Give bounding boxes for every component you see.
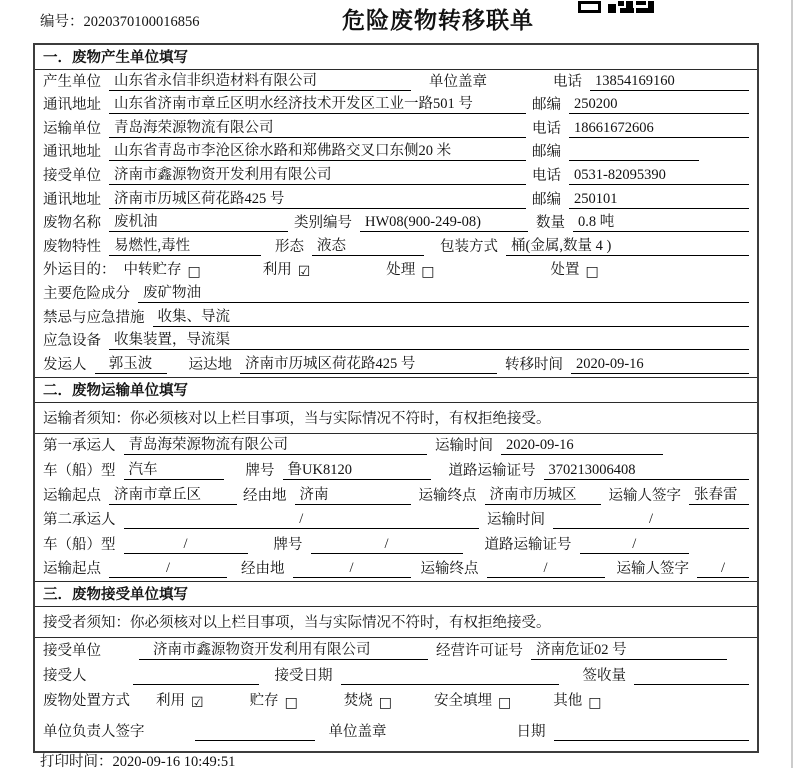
- receiver-unit-value: 济南市鑫源物资开发利用有限公司: [109, 163, 526, 185]
- transporter-notice: 运输者须知：你必须核对以上栏目事项，当与实际情况不符时，有权拒绝接受。: [35, 403, 757, 434]
- company-seal-note: 单位盖章: [429, 73, 487, 90]
- consignor-value: 郭玉波: [95, 352, 167, 374]
- form-row-transporter-address: [35, 141, 757, 165]
- waste-name-value: 废机油: [109, 210, 288, 232]
- form-table: [33, 43, 759, 753]
- vehicle-type-value: 汽车: [124, 458, 224, 480]
- responsible-signature-value: [195, 740, 315, 741]
- disposal-incinerate-checkbox-icon: □: [378, 695, 393, 712]
- date-label: 日期: [516, 724, 546, 741]
- physical-form-label: 形态: [275, 238, 304, 255]
- utilize-checkbox-icon: ☑: [297, 264, 311, 281]
- category-code-label: 类别编号: [294, 215, 352, 232]
- emergency-measures-value: 收集、导流: [153, 305, 750, 327]
- utilize-option: 利用: [262, 262, 292, 279]
- receiver-person-value: [133, 684, 259, 685]
- form-row-producer-unit: [35, 70, 757, 94]
- packing-method-label: 包装方式: [440, 238, 498, 255]
- form-row-waste-characteristics: [35, 235, 757, 259]
- quantity-label: 数量: [536, 215, 565, 232]
- form-row-first-carrier: [35, 434, 757, 459]
- disposal-utilize-option: 利用: [156, 693, 185, 710]
- serial-number-value: 2020370100016856: [83, 14, 200, 30]
- waste-name-label: 废物名称: [43, 215, 101, 232]
- receiver-postcode-label: 邮编: [532, 191, 561, 208]
- form-row-second-carrier: [35, 508, 757, 533]
- producer-address-label: 通讯地址: [43, 97, 101, 114]
- transport-terminal-value: 济南市历城区: [485, 483, 601, 505]
- disposal-method-label: 废物处置方式: [43, 693, 130, 710]
- treat-option: 处理: [386, 262, 416, 279]
- destination-label: 运达地: [188, 356, 232, 373]
- plate-number-value: 鲁UK8120: [283, 458, 431, 480]
- form-row-transfer-purpose: [35, 259, 757, 283]
- transport-terminal-label: 运输终点: [418, 487, 477, 504]
- form-row-receiver-unit: [35, 164, 757, 188]
- producer-postcode-value: 250200: [569, 96, 749, 114]
- receiving-unit-value: 济南市鑫源物资开发利用有限公司: [139, 638, 428, 660]
- producer-postcode-label: 邮编: [532, 97, 561, 114]
- receiver-phone-label: 电话: [532, 167, 561, 184]
- transporter-unit-label: 运输单位: [43, 120, 101, 137]
- disposal-utilize-checkbox-icon: ☑: [191, 695, 204, 712]
- form-row-second-route: [35, 557, 757, 582]
- transporter-address-label: 通讯地址: [43, 144, 101, 161]
- producer-unit-value: 山东省永信非织造材料有限公司: [109, 69, 411, 91]
- transport-date-label: 运输时间: [435, 438, 493, 455]
- qr-code-fragment: [578, 0, 654, 18]
- disposal-landfill-option: 安全填埋: [434, 693, 493, 710]
- dispose-checkbox-icon: □: [585, 264, 599, 281]
- second-road-permit-value: /: [580, 536, 690, 554]
- emergency-equipment-value: 收集装置，导流渠: [109, 328, 749, 350]
- business-license-value: 济南危证02 号: [531, 638, 727, 660]
- date-value: [554, 740, 750, 741]
- transport-date-value: 2020-09-16: [501, 437, 663, 455]
- second-plate-number-label: 牌号: [273, 536, 303, 553]
- form-row-emergency-measures: [35, 306, 757, 330]
- waste-characteristics-value: 易燃性,毒性: [109, 234, 261, 256]
- section2-title: 二．废物运输单位填写: [35, 377, 757, 403]
- producer-phone-value: 13854169160: [590, 73, 749, 91]
- second-carrier-signature-value: /: [697, 560, 749, 578]
- dispose-option: 处置: [550, 262, 580, 279]
- second-via-value: /: [293, 560, 411, 578]
- transfer-date-value: 2020-09-16: [571, 356, 749, 374]
- vehicle-type-label: 车（船）型: [43, 462, 116, 479]
- carrier-signature-label: 运输人签字: [608, 487, 681, 504]
- second-vehicle-type-label: 车（船）型: [43, 536, 116, 553]
- receiver-postcode-value: 250101: [569, 191, 749, 209]
- qr-code-fragment-graphic: [578, 1, 654, 13]
- road-permit-label: 道路运输证号: [448, 462, 536, 479]
- form-row-producer-address: [35, 94, 757, 118]
- second-transport-origin-value: /: [109, 560, 227, 578]
- receiver-notice: 接受者须知：你必须核对以上栏目事项，当与实际情况不符时，有权拒绝接受。: [35, 607, 757, 638]
- page-title: 危险废物转移联单: [342, 8, 534, 33]
- form-row-receiving-unit: [35, 638, 757, 663]
- form-row-receiver-person: [35, 663, 757, 688]
- second-transport-date-label: 运输时间: [487, 512, 545, 529]
- second-vehicle-type-value: /: [124, 536, 248, 554]
- receiver-address-label: 通讯地址: [43, 191, 101, 208]
- second-transport-date-value: /: [553, 511, 749, 529]
- producer-phone-label: 电话: [553, 73, 582, 90]
- form-row-vehicle: [35, 458, 757, 483]
- physical-form-value: 液态: [312, 234, 424, 256]
- receiving-unit-label: 接受单位: [43, 643, 101, 660]
- road-permit-value: 370213006408: [544, 462, 750, 480]
- transporter-postcode-label: 邮编: [532, 144, 561, 161]
- second-transport-origin-label: 运输起点: [43, 561, 101, 578]
- form-row-emergency-equipment: [35, 330, 757, 354]
- receive-date-label: 接受日期: [274, 668, 333, 685]
- form-row-transporter-unit: [35, 117, 757, 141]
- disposal-storage-option: 贮存: [249, 693, 279, 710]
- second-carrier-value: /: [124, 511, 480, 529]
- form-row-second-vehicle: [35, 532, 757, 557]
- second-road-permit-label: 道路运输证号: [484, 536, 572, 553]
- second-transport-terminal-label: 运输终点: [420, 561, 479, 578]
- transporter-unit-value: 青岛海荣源物流有限公司: [109, 116, 526, 138]
- transporter-address-value: 山东省青岛市李沧区徐水路和郑佛路交叉口东侧20 米: [109, 139, 526, 161]
- hazardous-components-label: 主要危险成分: [43, 285, 130, 302]
- category-code-value: HW08(900-249-08): [360, 214, 528, 232]
- receiver-phone-value: 0531-82095390: [569, 167, 749, 185]
- section3-title: 三．废物接受单位填写: [35, 581, 757, 607]
- responsible-signature-label: 单位负责人签字: [43, 724, 145, 741]
- emergency-measures-label: 禁忌与应急措施: [43, 309, 145, 326]
- second-carrier-label: 第二承运人: [43, 512, 116, 529]
- disposal-other-checkbox-icon: □: [588, 695, 602, 712]
- form-row-responsible-signature: [35, 713, 757, 751]
- print-time-value: 2020-09-16 10:49:51: [112, 754, 236, 770]
- via-label: 经由地: [243, 487, 287, 504]
- plate-number-label: 牌号: [245, 462, 275, 479]
- consignor-label: 发运人: [43, 356, 87, 373]
- form-row-disposal-method: [35, 688, 757, 713]
- unit-seal-label: 单位盖章: [328, 724, 387, 741]
- transporter-phone-value: 18661672606: [569, 120, 749, 138]
- receive-date-value: [341, 684, 559, 685]
- business-license-label: 经营许可证号: [436, 643, 523, 660]
- disposal-landfill-checkbox-icon: □: [498, 695, 512, 712]
- received-quantity-label: 签收量: [582, 668, 626, 685]
- destination-value: 济南市历城区荷花路425 号: [240, 352, 497, 374]
- second-transport-terminal-value: /: [487, 560, 605, 578]
- emergency-equipment-label: 应急设备: [43, 333, 101, 350]
- form-row-receiver-address: [35, 188, 757, 212]
- form-row-consignor: [35, 353, 757, 377]
- transporter-postcode-value: [569, 160, 699, 161]
- print-time-label: 打印时间：: [40, 754, 113, 770]
- transport-origin-label: 运输起点: [43, 487, 101, 504]
- transfer-date-label: 转移时间: [505, 356, 563, 373]
- section1-title: 一．废物产生单位填写: [35, 45, 757, 70]
- quantity-value: 0.8 吨: [573, 210, 749, 232]
- transit-storage-option: 中转贮存: [123, 262, 182, 279]
- transporter-phone-label: 电话: [532, 120, 561, 137]
- receiver-unit-label: 接受单位: [43, 167, 101, 184]
- packing-method-value: 桶(金属,数量 4 ): [506, 234, 749, 256]
- transit-storage-checkbox-icon: □: [187, 264, 201, 281]
- producer-address-value: 山东省济南市章丘区明水经济技术开发区工业一路501 号: [109, 92, 526, 114]
- disposal-incinerate-option: 焚烧: [343, 693, 373, 710]
- form-row-route: [35, 483, 757, 508]
- serial-number-label: 编号：: [40, 14, 84, 30]
- receiver-address-value: 济南市历城区荷花路425 号: [109, 187, 526, 209]
- carrier-signature-value: 张春雷: [689, 483, 749, 505]
- transport-origin-value: 济南市章丘区: [109, 483, 237, 505]
- transfer-purpose-label: 外运目的：: [43, 262, 116, 279]
- first-carrier-value: 青岛海荣源物流有限公司: [124, 433, 428, 455]
- second-plate-number-value: /: [311, 536, 463, 554]
- receiver-person-label: 接受人: [43, 668, 87, 685]
- received-quantity-value: [634, 684, 749, 685]
- second-via-label: 经由地: [241, 561, 285, 578]
- hazardous-components-value: 废矿物油: [138, 281, 749, 303]
- form-row-hazardous-components: [35, 282, 757, 306]
- via-value: 济南: [295, 483, 411, 505]
- waste-characteristics-label: 废物特性: [43, 238, 101, 255]
- second-carrier-signature-label: 运输人签字: [616, 561, 689, 578]
- disposal-other-option: 其他: [553, 693, 583, 710]
- form-row-waste-name: [35, 212, 757, 236]
- producer-unit-label: 产生单位: [43, 73, 101, 90]
- page-edge-line: [791, 0, 793, 768]
- first-carrier-label: 第一承运人: [43, 438, 116, 455]
- treat-checkbox-icon: □: [421, 264, 435, 281]
- disposal-storage-checkbox-icon: □: [284, 695, 298, 712]
